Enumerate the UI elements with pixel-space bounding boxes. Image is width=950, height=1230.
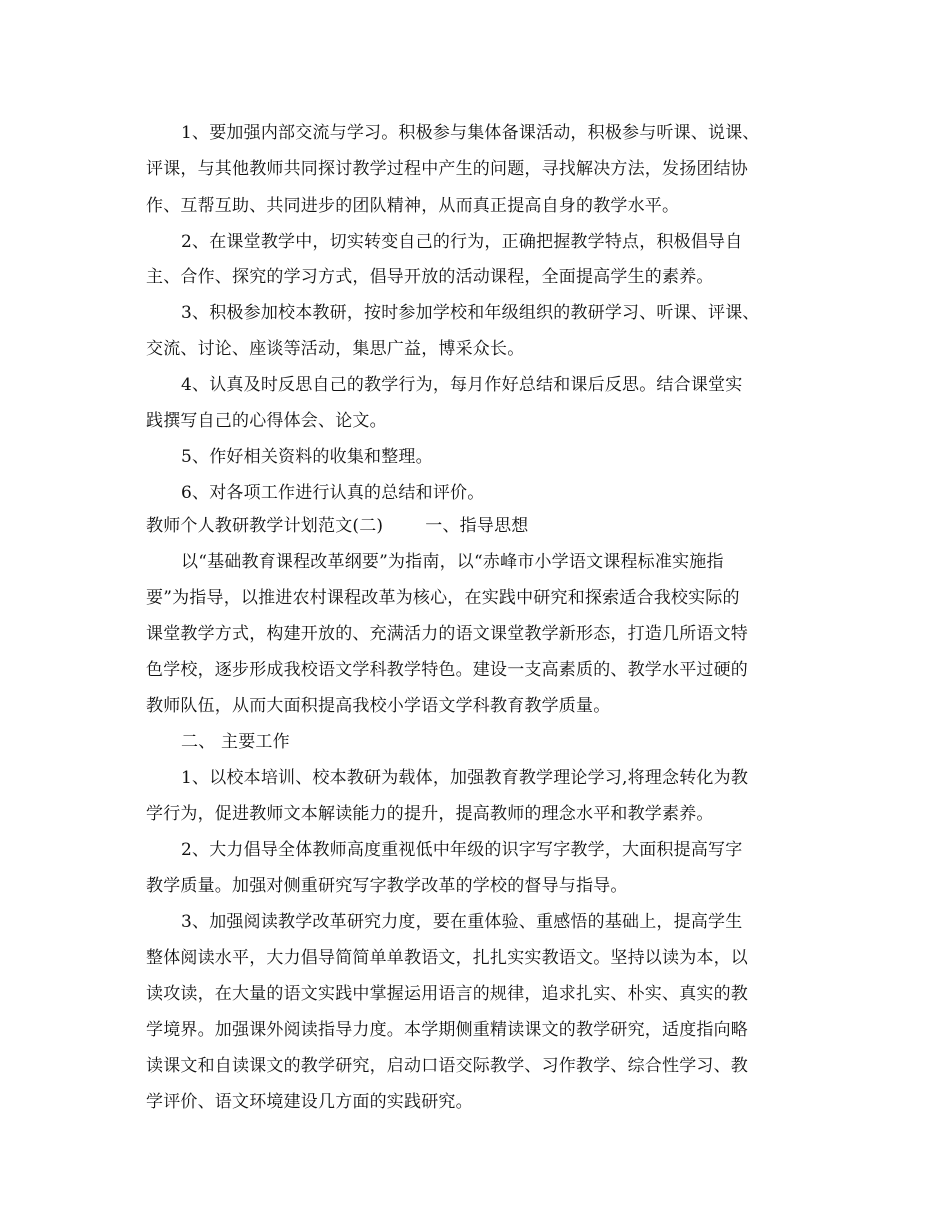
text-line: 6、对各项工作进行认真的总结和评价。	[181, 483, 485, 503]
section-heading: 二、 主要工作	[181, 732, 290, 752]
text-line: 交流、讨论、座谈等活动，集思广益，博采众长。	[146, 339, 525, 359]
text-line: 践撰写自己的心得体会、论文。	[146, 411, 387, 431]
text-line: 3、加强阅读教学改革研究力度，要在重体验、重感悟的基础上，提高学生	[181, 912, 743, 932]
text-line: 主、合作、探究的学习方式，倡导开放的活动课程，全面提高学生的素养。	[146, 267, 714, 287]
text-line: 教学质量。加强对侧重研究写字教学改革的学校的督导与指导。	[146, 876, 628, 896]
text-line: 4、认真及时反思自己的教学行为，每月作好总结和课后反思。结合课堂实	[181, 375, 743, 395]
text-line: 3、积极参加校本教研，按时参加学校和年级组织的教研学习、听课、评课、	[181, 303, 760, 323]
text-line: 课堂教学方式，构建开放的、充满活力的语文课堂教学新形态，打造几所语文特	[146, 624, 748, 644]
text-line: 学评价、语文环境建设几方面的实践研究。	[146, 1092, 473, 1112]
text-line: 学境界。加强课外阅读指导力度。本学期侧重精读课文的教学研究，适度指向略	[146, 1020, 748, 1040]
section-heading: 一、指导思想	[425, 516, 529, 536]
document-title: 教师个人教研教学计划范文(二)	[146, 516, 384, 536]
text-line: 评课，与其他教师共同探讨教学过程中产生的问题，寻找解决方法，发扬团结协	[146, 159, 748, 179]
text-line: 2、在课堂教学中，切实转变自己的行为，正确把握教学特点，积极倡导自	[181, 232, 743, 252]
text-line: 以“基础教育课程改革纲要”为指南，以“赤峰市小学语文课程标准实施指	[181, 552, 724, 572]
text-line: 读攻读，在大量的语文实践中掌握运用语言的规律，追求扎实、朴实、真实的教	[146, 984, 748, 1004]
text-line: 色学校，逐步形成我校语文学科教学特色。建设一支高素质的、教学水平过硬的	[146, 660, 748, 680]
text-line: 整体阅读水平，大力倡导简简单单教语文，扎扎实实教语文。坚持以读为本，以	[146, 948, 748, 968]
text-line: 1、以校本培训、校本教研为载体，加强教育教学理论学习,将理念转化为教	[181, 768, 749, 788]
section-heading-line	[146, 514, 528, 538]
text-line: 要”为指导，以推进农村课程改革为核心，在实践中研究和探索适合我校实际的	[146, 588, 740, 608]
text-line: 1、要加强内部交流与学习。积极参与集体备课活动，积极参与听课、说课、	[181, 123, 760, 143]
text-line: 教师队伍，从而大面积提高我校小学语文学科教育教学质量。	[146, 696, 611, 716]
text-line: 学行为，促进教师文本解读能力的提升，提高教师的理念水平和教学素养。	[146, 804, 714, 824]
text-line: 5、作好相关资料的收集和整理。	[181, 447, 433, 467]
text-line: 2、大力倡导全体教师高度重视低中年级的识字写字教学，大面积提高写字	[181, 840, 743, 860]
text-line: 读课文和自读课文的教学研究，启动口语交际教学、习作教学、综合性学习、教	[146, 1056, 748, 1076]
text-line: 作、互帮互助、共同进步的团队精神，从而真正提高自身的教学水平。	[146, 196, 680, 216]
